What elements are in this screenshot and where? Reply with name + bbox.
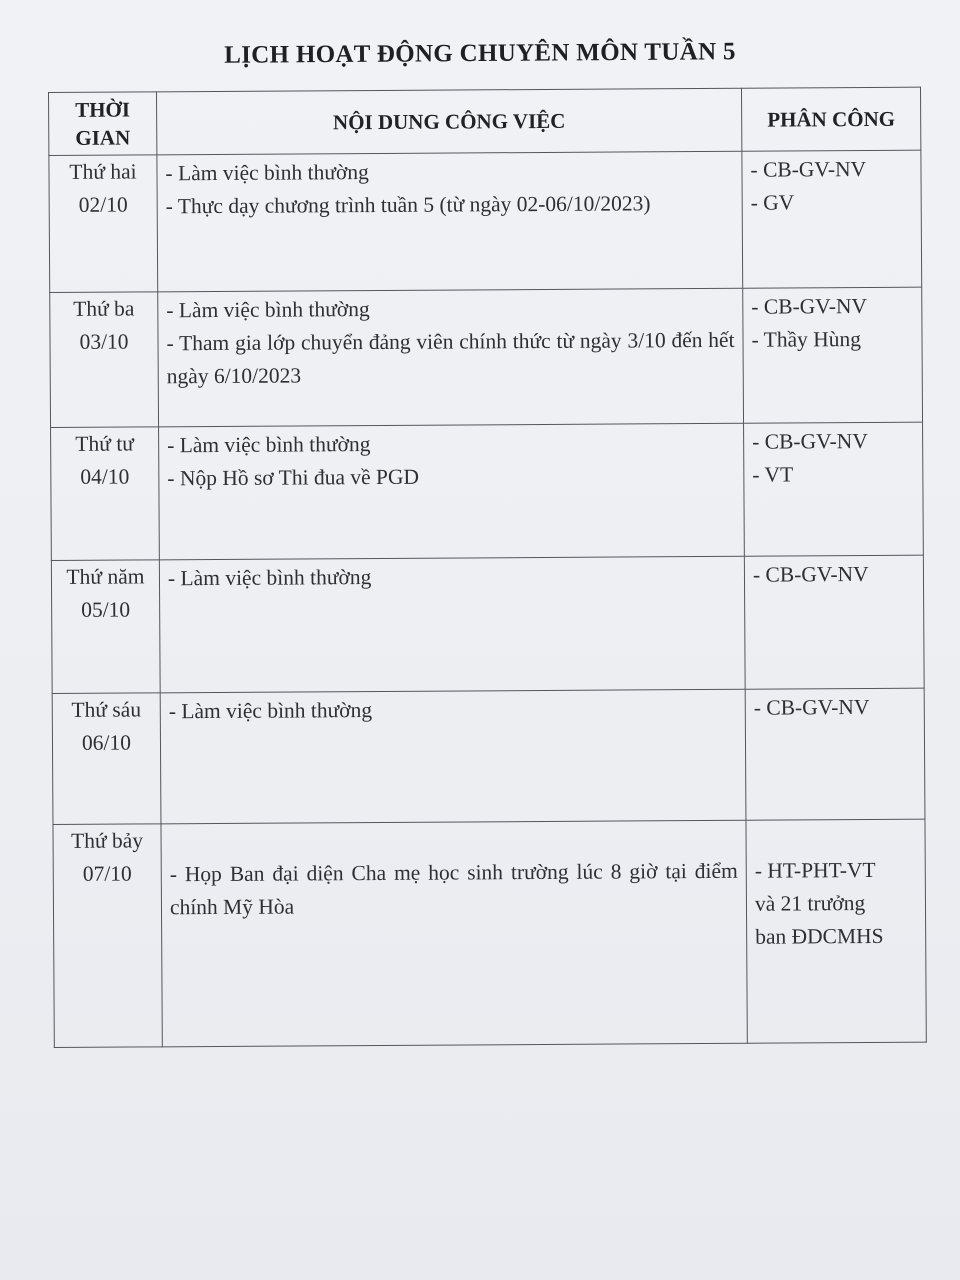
table-header-row bbox=[49, 87, 921, 155]
time-cell bbox=[49, 155, 158, 293]
content-line: - Họp Ban đại diện Cha mẹ học sinh trường lúc 8 giờ tại điểm chính Mỹ Hòa bbox=[169, 858, 738, 920]
header-time-line1: THỜI bbox=[75, 97, 131, 122]
day-label: Thứ năm bbox=[66, 564, 145, 589]
date-label: 07/10 bbox=[82, 861, 132, 886]
assign-line: - VT bbox=[752, 462, 794, 487]
date-label: 05/10 bbox=[81, 597, 131, 622]
table-row bbox=[50, 287, 923, 427]
assign-cell bbox=[746, 819, 926, 1043]
assign-line: và 21 trưởng bbox=[754, 891, 866, 916]
day-label: Thứ sáu bbox=[71, 697, 142, 722]
assign-line: - Thầy Hùng bbox=[751, 327, 862, 352]
content-line: - Làm việc bình thường bbox=[168, 698, 373, 724]
assign-cell bbox=[744, 422, 924, 556]
time-cell bbox=[52, 693, 161, 825]
time-cell bbox=[51, 427, 160, 561]
header-assign: PHÂN CÔNG bbox=[741, 87, 920, 151]
day-label: Thứ hai bbox=[69, 159, 137, 184]
header-time-line2: GIAN bbox=[75, 125, 131, 150]
content-cell bbox=[160, 689, 746, 824]
assign-line: - CB-GV-NV bbox=[753, 694, 870, 720]
date-label: 04/10 bbox=[80, 464, 130, 489]
assign-line: - CB-GV-NV bbox=[752, 428, 868, 454]
content-line: - Tham gia lớp chuyển đảng viên chính thức từ ngày 3/10 đến hết ngày 6/10/2023 bbox=[166, 327, 735, 389]
day-label: Thứ ba bbox=[73, 296, 135, 321]
day-label: Thứ bảy bbox=[71, 828, 144, 853]
date-label: 02/10 bbox=[78, 192, 128, 217]
content-line: - Thực dạy chương trình tuần 5 (từ ngày 02-06/10/2023) bbox=[165, 191, 651, 219]
schedule-table bbox=[48, 87, 927, 1048]
page-title: LỊCH HOẠT ĐỘNG CHUYÊN MÔN TUẦN 5 bbox=[224, 38, 736, 69]
table-row bbox=[51, 422, 924, 560]
assign-line: - CB-GV-NV bbox=[750, 157, 867, 182]
content-cell bbox=[159, 423, 745, 560]
assign-line: ban ĐDCMHS bbox=[755, 923, 884, 949]
assign-line: - CB-GV-NV bbox=[751, 294, 868, 319]
time-cell bbox=[53, 824, 162, 1048]
content-cell bbox=[159, 556, 745, 693]
time-cell bbox=[50, 292, 159, 428]
table-row bbox=[52, 688, 925, 824]
content-line: - Làm việc bình thường bbox=[166, 297, 370, 323]
content-line: - Làm việc bình thường bbox=[167, 432, 371, 458]
assign-cell bbox=[743, 287, 923, 423]
day-label: Thứ tư bbox=[75, 431, 134, 456]
assign-line: - CB-GV-NV bbox=[752, 561, 869, 587]
table-row bbox=[49, 150, 922, 292]
content-cell bbox=[161, 820, 747, 1047]
date-label: 06/10 bbox=[81, 730, 132, 755]
content-cell bbox=[157, 151, 743, 292]
date-label: 03/10 bbox=[79, 329, 129, 354]
content-cell bbox=[158, 288, 744, 427]
assign-cell bbox=[742, 150, 922, 288]
assign-line: - HT-PHT-VT bbox=[754, 857, 876, 883]
header-time bbox=[49, 92, 157, 156]
content-line: - Làm việc bình thường bbox=[167, 565, 372, 591]
assign-cell bbox=[745, 688, 925, 820]
assign-line: - GV bbox=[750, 190, 795, 215]
content-line: - Nộp Hồ sơ Thi đua về PGD bbox=[167, 464, 420, 491]
table-row bbox=[53, 819, 926, 1047]
header-content: NỘI DUNG CÔNG VIỆC bbox=[157, 88, 742, 155]
table-row bbox=[51, 555, 924, 693]
assign-cell bbox=[744, 555, 924, 689]
time-cell bbox=[51, 560, 160, 694]
content-line: - Làm việc bình thường bbox=[165, 160, 369, 186]
